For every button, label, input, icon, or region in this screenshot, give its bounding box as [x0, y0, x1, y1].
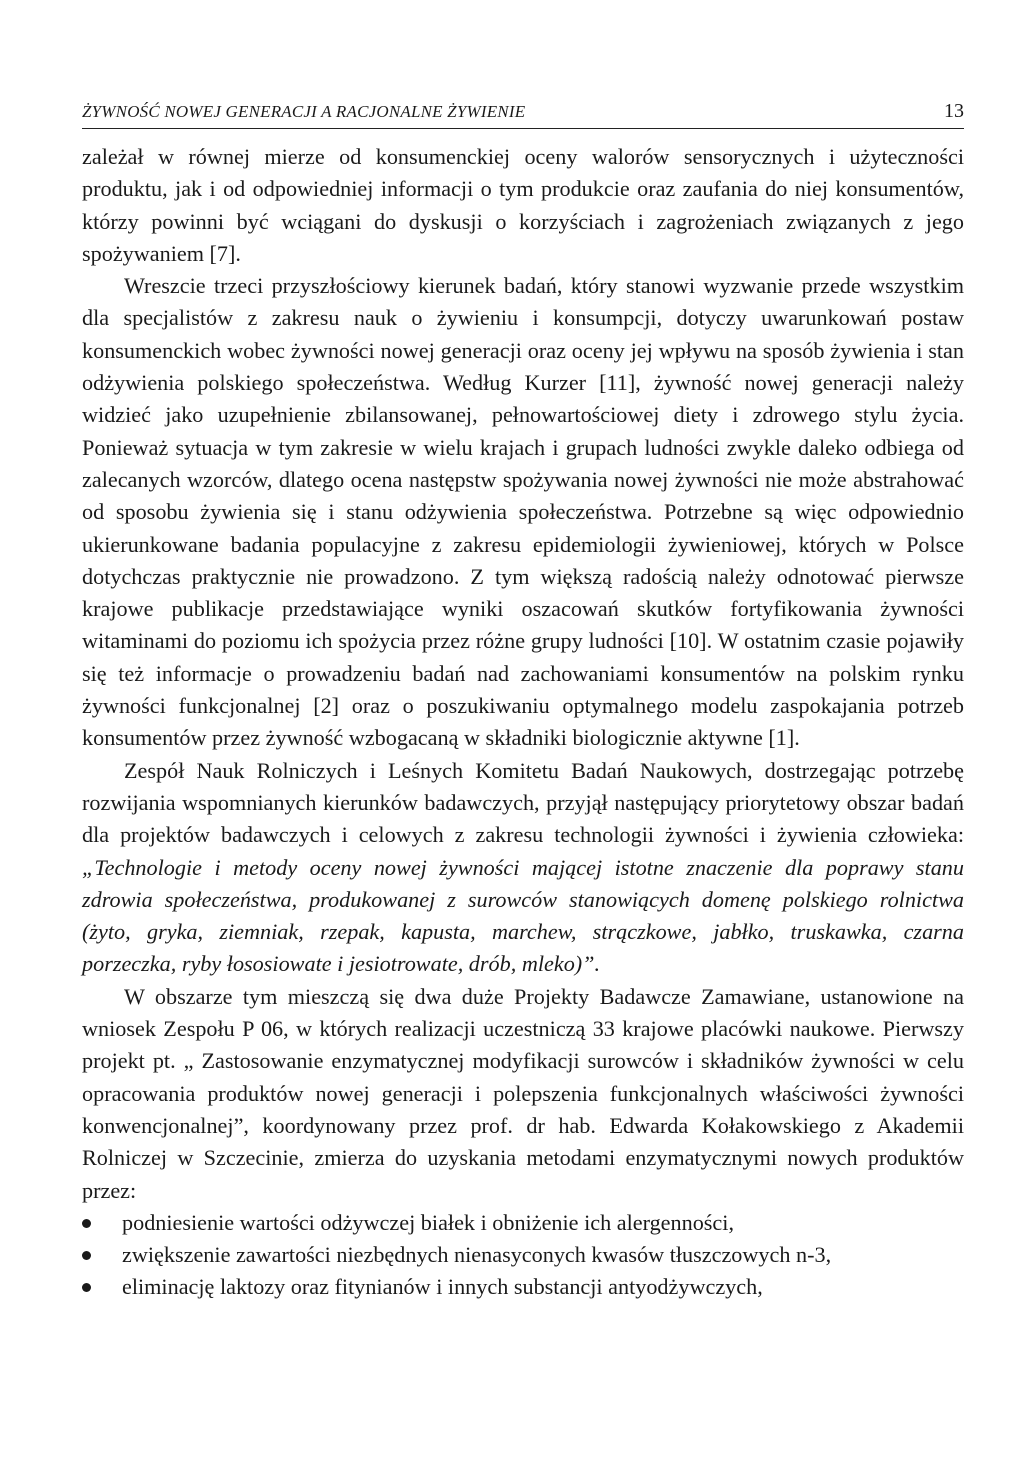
- paragraph-research-direction: Wreszcie trzeci przyszłościowy kierunek badań, który stanowi wyzwanie przede wszystkim dla specjalistów z zakresu nauk o żywieniu i konsumpcji, dotyczy uwarunkowań postaw konsumenckich wobec żywności nowej generacji oraz oceny jej wpływu na sposób żywienia i stan odżywienia polskiego społeczeństwa. Według Kurzer [11], żywność nowej generacji należy widzieć jako uzupełnienie zbilansowanej, pełnowartościowej diety i zdrowego stylu życia. Ponieważ sytuacja w tym zakresie w wielu krajach i grupach ludności zwykle daleko odbiega od zalecanych wzorców, dlatego ocena następstw spożywania nowej żywności nie może abstrahować od sposobu żywienia się i stanu odżywienia społeczeństwa. Potrzebne są więc odpowiednio ukierunkowane badania populacyjne z zakresu epidemiologii żywieniowej, których w Polsce dotychczas praktycznie nie prowadzono. Z tym większą radością należy odnotować pierwsze krajowe publikacje przedstawiające wyniki oszacowań skutków fortyfikowania żywności witaminami do poziomu ich spożycia przez różne grupy ludności [10]. W ostatnim czasie pojawiły się też informacje o prowadzeniu badań nad zachowaniami konsumentów na polskim rynku żywności funkcjonalnej [2] oraz o poszukiwaniu optymalnego modelu zaspokajania potrzeb konsumentów przez żywność wzbogacaną w składniki biologicznie aktywne [1].: [82, 273, 964, 751]
- running-title: ŻYWNOŚĆ NOWEJ GENERACJI A RACJONALNE ŻYWIENIE: [82, 102, 526, 121]
- list-item: [82, 1207, 964, 1239]
- bullet-icon: [82, 1283, 91, 1292]
- page-number: 13: [944, 100, 964, 122]
- bullet-icon: [82, 1219, 91, 1228]
- running-header: [82, 98, 964, 129]
- list-item: [82, 1239, 964, 1271]
- list-item: [82, 1271, 964, 1303]
- document-page: [82, 98, 964, 1304]
- paragraph-priority-area: [82, 755, 964, 981]
- list-item-text: zwiększenie zawartości niezbędnych nienasyconych kwasów tłuszczowych n-3,: [122, 1242, 832, 1268]
- priority-area-intro: Zespół Nauk Rolniczych i Leśnych Komitetu Badań Naukowych, dostrzegając potrzebę rozwijania wspomnianych kierunków badawczych, przyjął następujący priorytetowy obszar badań dla projektów badawczych i celowych z zakresu technologii żywności i żywienia człowieka:: [82, 757, 964, 848]
- bullet-list: [82, 1207, 964, 1304]
- priority-area-quote: „Technologie i metody oceny nowej żywności mającej istotne znaczenie dla poprawy stanu zdrowia społeczeństwa, produkowanej z surowców stanowiących domenę polskiego rolnictwa (żyto, gryka, ziemniak, rzepak, kapusta, marchew, strączkowe, jabłko, truskawka, czarna porzeczka, ryby łososiowate i jesiotrowate, drób, mleko)”.: [82, 854, 964, 977]
- paragraph-continuation: zależał w równej mierze od konsumenckiej oceny walorów sensorycznych i użyteczności produktu, jak i od odpowiedniej informacji o tym produkcie oraz zaufania do niej konsumentów, którzy powinni być wciągani do dyskusji o korzyściach i zagrożeniach związanych z jego spożywaniem [7].: [82, 144, 964, 266]
- paragraph-research-projects: W obszarze tym mieszczą się dwa duże Projekty Badawcze Zamawiane, ustanowione na wniosek Zespołu P 06, w których realizacji uczestniczą 33 krajowe placówki naukowe. Pierwszy projekt pt. „ Zastosowanie enzymatycznej modyfikacji surowców i składników żywności w celu opracowania produktów nowej generacji i polepszenia funkcjonalnych właściwości żywności konwencjonalnej”, koordynowany przez prof. dr hab. Edwarda Kołakowskiego z Akademii Rolniczej w Szczecinie, zmierza do uzyskania metodami enzymatycznymi nowych produktów przez:: [82, 983, 964, 1203]
- body-text: [82, 141, 964, 1207]
- bullet-icon: [82, 1251, 91, 1260]
- list-item-text: podniesienie wartości odżywczej białek i obniżenie ich alergenności,: [122, 1209, 734, 1235]
- list-item-text: eliminację laktozy oraz fitynianów i innych substancji antyodżywczych,: [122, 1274, 763, 1300]
